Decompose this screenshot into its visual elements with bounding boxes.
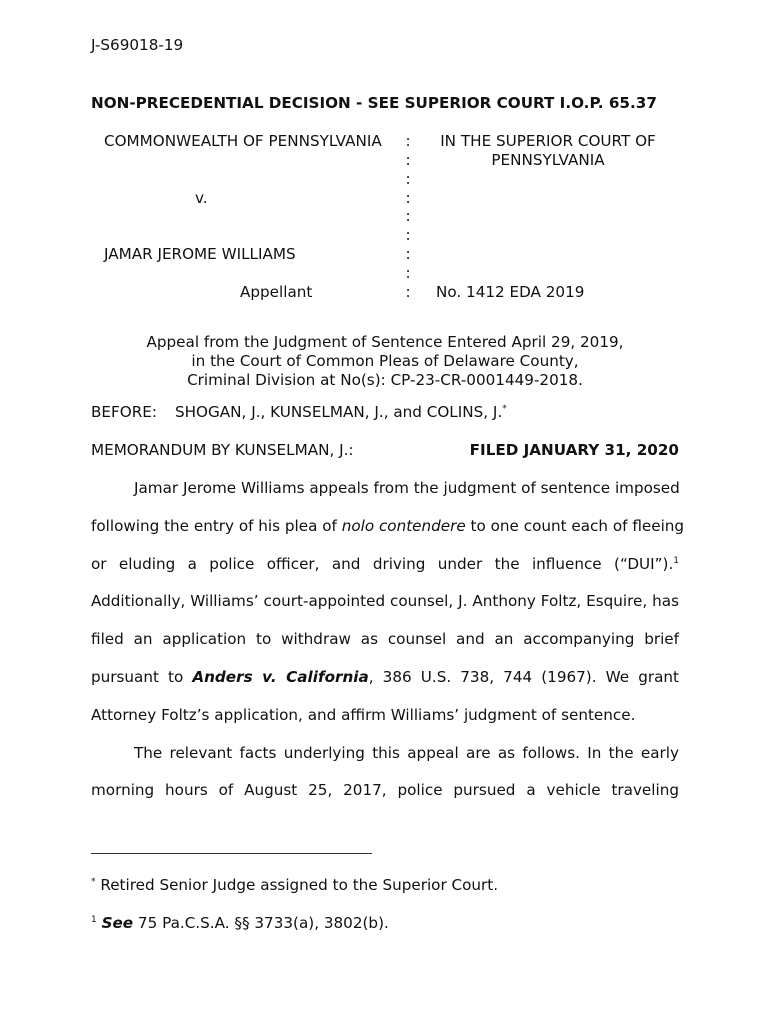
body-line: filed an application to withdraw as counsel and an accompanying brief — [91, 630, 679, 648]
caption-colon: : — [405, 264, 411, 282]
signal-see: See — [101, 914, 134, 932]
caption-colon: : — [405, 207, 411, 225]
caption-versus: v. — [195, 189, 208, 207]
footnote-reference: 1 — [673, 556, 679, 566]
text-run: pursuant to — [91, 668, 193, 686]
footnote-divider — [91, 853, 372, 854]
caption-colon: : — [405, 245, 411, 263]
footnote-star — [91, 876, 498, 894]
caption-colon: : — [405, 151, 411, 169]
text-run: following the entry of his plea of — [91, 517, 342, 535]
caption-colon: : — [405, 226, 411, 244]
appeal-line1: Appeal from the Judgment of Sentence Entered April 29, 2019, — [146, 333, 624, 351]
caption-colon: : — [405, 283, 411, 301]
body-line: Jamar Jerome Williams appeals from the judgment of sentence imposed — [134, 479, 680, 497]
case-citation: Anders v. California — [192, 668, 369, 686]
body-line — [91, 555, 679, 573]
caption-role: Appellant — [240, 283, 313, 301]
caption-colon: : — [405, 189, 411, 207]
docket-number: No. 1412 EDA 2019 — [436, 283, 585, 301]
text-run: or eluding a police officer, and driving under the influence (“DUI”). — [91, 555, 674, 573]
docket-code: J-S69018-19 — [91, 36, 184, 54]
body-line: Additionally, Williams’ court-appointed counsel, J. Anthony Foltz, Esquire, has — [91, 592, 679, 610]
before-label: BEFORE: — [91, 403, 157, 421]
text-run: , 386 U.S. 738, 744 (1967). We grant — [368, 668, 679, 686]
caption-plaintiff: COMMONWEALTH OF PENNSYLVANIA — [104, 132, 382, 150]
appeal-line3: Criminal Division at No(s): CP-23-CR-0001449-2018. — [187, 371, 583, 389]
body-line — [91, 668, 679, 686]
body-line — [91, 517, 685, 535]
body-line: morning hours of August 25, 2017, police pursued a vehicle traveling — [91, 781, 679, 799]
footnote-mark: * — [91, 877, 96, 887]
text-run: to one count each of fleeing — [465, 517, 685, 535]
judges-text: SHOGAN, J., KUNSELMAN, J., and COLINS, J. — [175, 403, 503, 421]
judge-footnote-mark: * — [502, 404, 507, 414]
caption-defendant: JAMAR JEROME WILLIAMS — [104, 245, 296, 263]
non-precedential-notice: NON-PRECEDENTIAL DECISION - SEE SUPERIOR COURT I.O.P. 65.37 — [91, 94, 657, 112]
court-name-line1: IN THE SUPERIOR COURT OF — [440, 132, 656, 150]
footnote-text: Retired Senior Judge assigned to the Superior Court. — [95, 876, 499, 894]
caption-colon: : — [405, 170, 411, 188]
italic-term: nolo contendere — [341, 517, 466, 535]
filed-date: FILED JANUARY 31, 2020 — [469, 441, 679, 459]
footnote-text: 75 Pa.C.S.A. §§ 3733(a), 3802(b). — [133, 914, 389, 932]
body-line: Attorney Foltz’s application, and affirm Williams’ judgment of sentence. — [91, 706, 636, 724]
appeal-line2: in the Court of Common Pleas of Delaware County, — [191, 352, 579, 370]
court-name-line2: PENNSYLVANIA — [491, 151, 605, 169]
body-line: The relevant facts underlying this appeal are as follows. In the early — [134, 744, 679, 762]
footnote-1 — [91, 914, 389, 932]
footnote-mark: 1 — [91, 915, 97, 925]
before-judges — [175, 403, 507, 421]
memorandum-author: MEMORANDUM BY KUNSELMAN, J.: — [91, 441, 354, 459]
caption-colon: : — [405, 132, 411, 150]
